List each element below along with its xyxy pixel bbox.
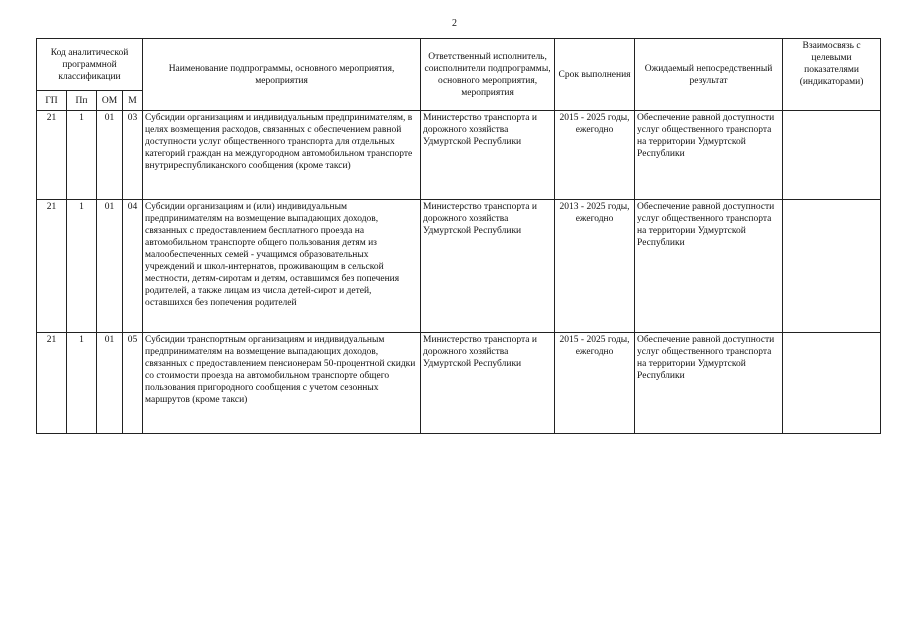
cell-pp: 1 bbox=[67, 333, 97, 434]
page-number: 2 bbox=[452, 18, 457, 29]
cell-m: 03 bbox=[123, 111, 143, 200]
table-row bbox=[37, 200, 881, 333]
table-header bbox=[37, 39, 881, 111]
cell-pp: 1 bbox=[67, 111, 97, 200]
program-activities-table bbox=[36, 38, 881, 434]
cell-executor: Министерство транспорта и дорожного хозяйства Удмуртской Республики bbox=[421, 200, 555, 333]
cell-name: Субсидии транспортным организациям и индивидуальным предпринимателям на возмещение выпадающих доходов, связанных с предоставлением пенсионерам 50-процентной скидки со стоимости проезда на автомобильном транспорте общего пользования пригородного сообщения с учетом сезонных маршрутов (кроме такси) bbox=[143, 333, 421, 434]
cell-om: 01 bbox=[97, 333, 123, 434]
header-link: Взаимосвязь с целевыми показателями (индикаторами) bbox=[783, 39, 881, 111]
cell-term: 2015 - 2025 годы, ежегодно bbox=[555, 333, 635, 434]
header-pp: Пп bbox=[67, 91, 97, 111]
cell-term: 2015 - 2025 годы, ежегодно bbox=[555, 111, 635, 200]
cell-executor: Министерство транспорта и дорожного хозяйства Удмуртской Республики bbox=[421, 333, 555, 434]
header-m: М bbox=[123, 91, 143, 111]
cell-result: Обеспечение равной доступности услуг общественного транспорта на территории Удмуртской Республики bbox=[635, 111, 783, 200]
cell-gp: 21 bbox=[37, 200, 67, 333]
cell-gp: 21 bbox=[37, 333, 67, 434]
cell-link bbox=[783, 200, 881, 333]
cell-om: 01 bbox=[97, 111, 123, 200]
cell-result: Обеспечение равной доступности услуг общественного транспорта на территории Удмуртской Республики bbox=[635, 200, 783, 333]
cell-om: 01 bbox=[97, 200, 123, 333]
header-term: Срок выполнения bbox=[555, 39, 635, 111]
header-gp: ГП bbox=[37, 91, 67, 111]
header-name: Наименование подпрограммы, основного мероприятия, мероприятия bbox=[143, 39, 421, 111]
cell-gp: 21 bbox=[37, 111, 67, 200]
cell-result: Обеспечение равной доступности услуг общественного транспорта на территории Удмуртской Республики bbox=[635, 333, 783, 434]
cell-link bbox=[783, 333, 881, 434]
header-om: ОМ bbox=[97, 91, 123, 111]
cell-m: 05 bbox=[123, 333, 143, 434]
header-result: Ожидаемый непосредственный результат bbox=[635, 39, 783, 111]
cell-executor: Министерство транспорта и дорожного хозяйства Удмуртской Республики bbox=[421, 111, 555, 200]
cell-name: Субсидии организациям и индивидуальным предпринимателям, в целях возмещения расходов, связанных с обеспечением равной доступности услуг общественного транспорта для отдельных категорий граждан на междугородном автомобильном транспорте внутриреспубликанского сообщения (кроме такси) bbox=[143, 111, 421, 200]
cell-m: 04 bbox=[123, 200, 143, 333]
table-row bbox=[37, 333, 881, 434]
cell-link bbox=[783, 111, 881, 200]
header-executor: Ответственный исполнитель, соисполнители подпрограммы, основного мероприятия, мероприятия bbox=[421, 39, 555, 111]
cell-pp: 1 bbox=[67, 200, 97, 333]
header-classification: Код аналитической программной классификации bbox=[37, 39, 143, 91]
table-row bbox=[37, 111, 881, 200]
cell-name: Субсидии организациям и (или) индивидуальным предпринимателям на возмещение выпадающих доходов, связанных с предоставлением бесплатного проезда на автомобильном транспорте общего пользования детям из малообеспеченных семей - учащимся образовательных учреждений и школ-интернатов, проживающим в сельской местности, детям-сиротам и детям, оставшимся без попечения родителей, а также лицам из числа детей-сирот и детей, оставшихся без попечения родителей bbox=[143, 200, 421, 333]
cell-term: 2013 - 2025 годы, ежегодно bbox=[555, 200, 635, 333]
